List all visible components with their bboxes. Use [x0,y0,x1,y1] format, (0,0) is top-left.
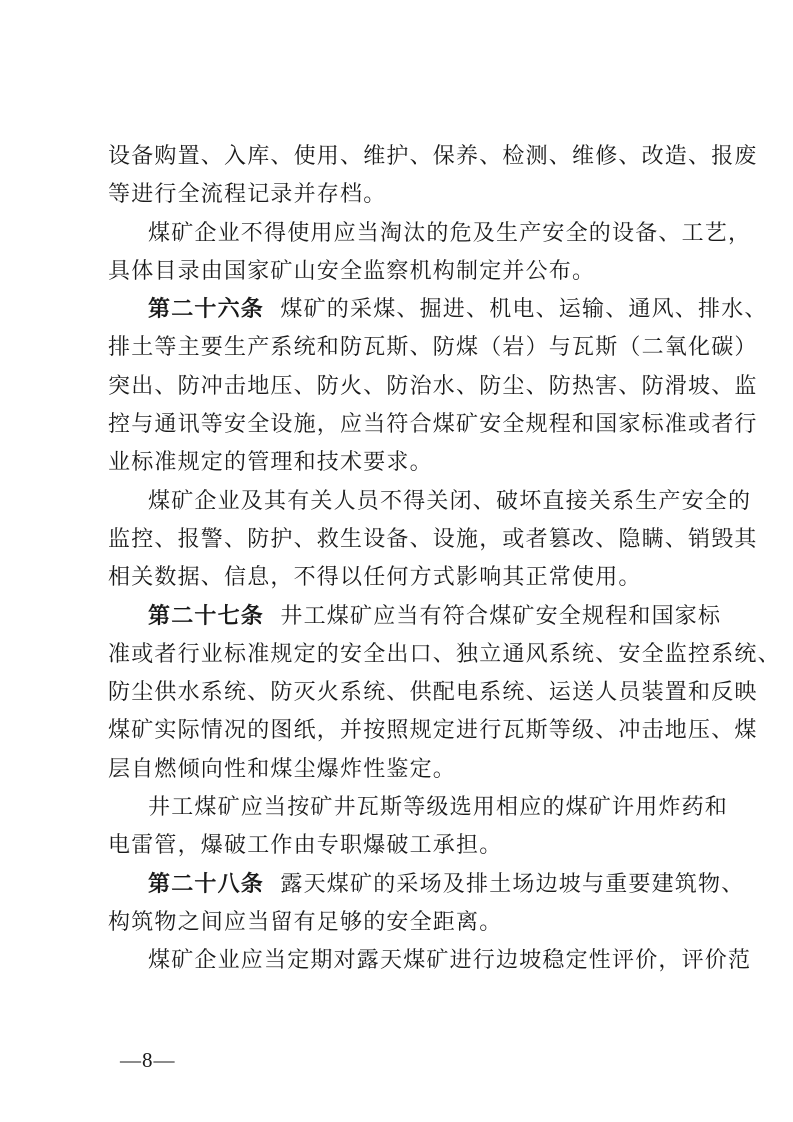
text-line: 准或者行业标准规定的安全出口、独立通风系统、安全监控系统、 [108,641,781,667]
body-text [108,138,781,981]
article-28-line [108,866,745,904]
page-number: —8— [120,1048,176,1072]
text-line: 层自燃倾向性和煤尘爆炸性鉴定。 [108,756,457,782]
text-line: 煤矿企业应当定期对露天煤矿进行边坡稳定性评价，评价范 [148,948,752,974]
text-line: 设备购置、入库、使用、维护、保养、检测、维修、改造、报废 [108,144,758,169]
article-heading: 第二十六条 [148,297,265,323]
text-line: 电雷管，爆破工作由专职爆破工承担。 [108,833,503,859]
text-line: 煤矿企业及其有关人员不得关闭、破坏直接关系生产安全的 [148,488,752,514]
article-26-line [108,291,768,329]
text-line: 相关数据、信息，不得以任何方式影响其正常使用。 [108,565,642,591]
text-line: 突出、防冲击地压、防火、防治水、防尘、防热害、防滑坡、监 [108,373,758,399]
article-text: 煤矿的采煤、掘进、机电、运输、通风、排水、 [280,297,768,323]
article-text: 井工煤矿应当有符合煤矿安全规程和国家标 [280,603,722,629]
article-heading: 第二十八条 [148,871,265,897]
text-line: 监控、报警、防护、救生设备、设施，或者篡改、隐瞒、销毁其 [108,526,758,552]
text-line: 具体目录由国家矿山安全监察机构制定并公布。 [108,258,596,284]
article-heading: 第二十七条 [148,603,265,629]
text-line: 等进行全流程记录并存档。 [108,182,387,208]
text-line: 煤矿企业不得使用应当淘汰的危及生产安全的设备、工艺， [148,220,752,246]
text-line: 防尘供水系统、防灭火系统、供配电系统、运送人员装置和反映 [108,680,758,706]
article-27-line [108,598,722,636]
text-line: 构筑物之间应当留有足够的安全距离。 [108,909,503,935]
article-text: 露天煤矿的采场及排土场边坡与重要建筑物、 [280,871,745,897]
text-line: 煤矿实际情况的图纸，并按照规定进行瓦斯等级、冲击地压、煤 [108,718,758,744]
text-line: 业标准规定的管理和技术要求。 [108,450,433,476]
text-line: 控与通讯等安全设施，应当符合煤矿安全规程和国家标准或者行 [108,412,758,438]
text-line: 井工煤矿应当按矿井瓦斯等级选用相应的煤矿许用炸药和 [148,795,729,821]
text-line: 排土等主要生产系统和防瓦斯、防煤（岩）与瓦斯（二氧化碳） [108,335,758,361]
